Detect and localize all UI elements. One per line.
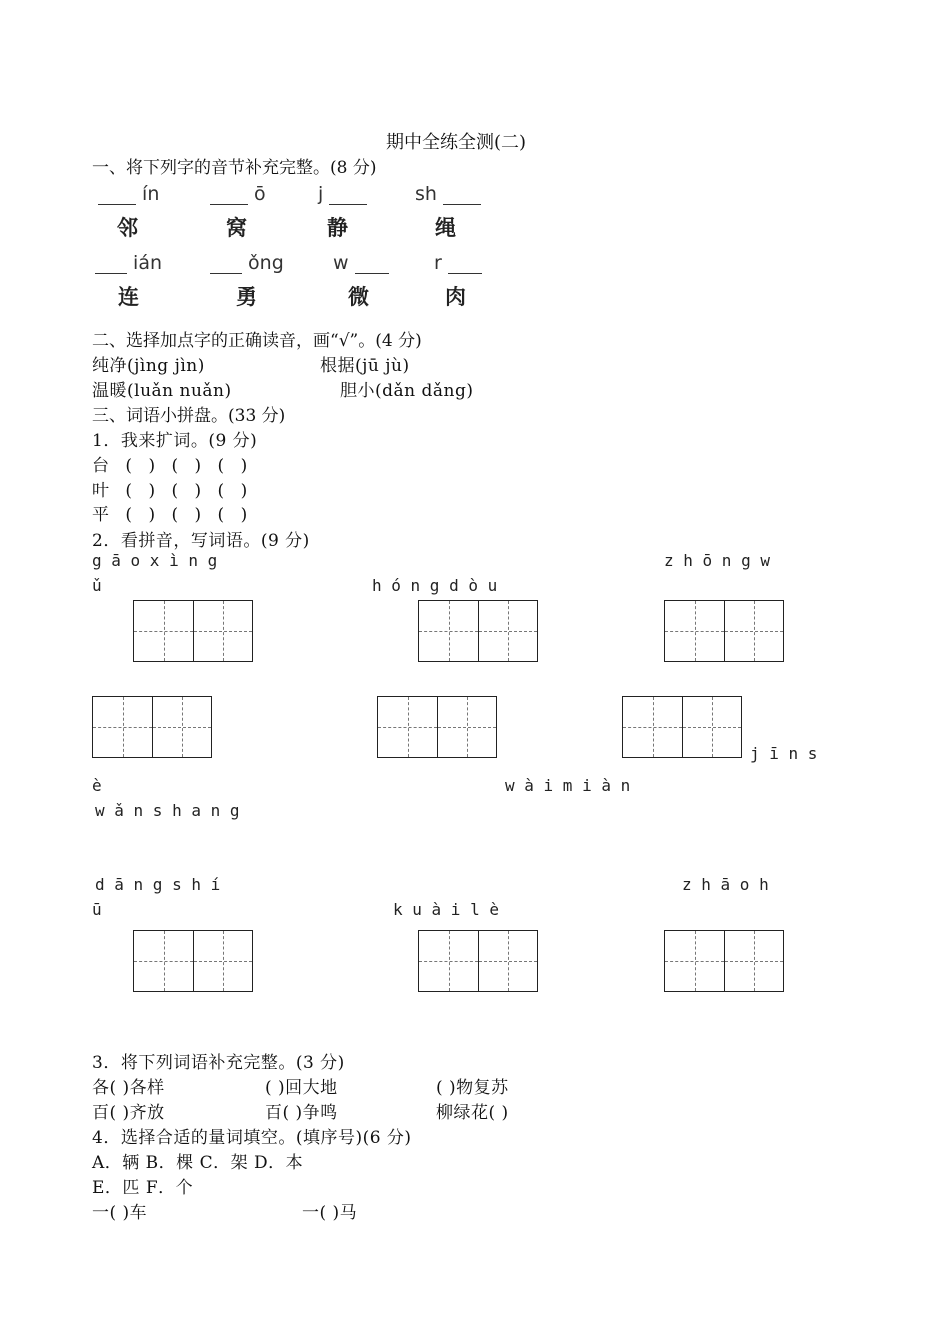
section-3-heading: 三、词语小拼盘。(33 分) [92,406,286,426]
syllable-6[interactable]: ǒng [210,252,284,274]
q2-heading: 2．看拼音，写词语。(9 分) [92,531,310,551]
pinyin-hongdou: h ó n g d ò u [372,576,498,595]
syllable-1[interactable]: ín [98,183,159,205]
char-4: 绳 [435,216,456,240]
pinyin-waimian: w à i m i à n [505,776,631,795]
q4-fill-1[interactable]: 一( )车 [92,1203,148,1223]
q3-item-5[interactable]: 百( )争鸣 [265,1103,338,1123]
pinyin-gaoxing: g ā o x ì n g [92,551,218,570]
writing-grid[interactable] [664,930,784,992]
syllable-2[interactable]: ō [210,183,266,205]
q3-item-1[interactable]: 各( )各样 [92,1078,165,1098]
writing-grid[interactable] [133,600,253,662]
pinyin-kuaile: k u à i l è [393,900,499,919]
page-title: 期中全练全测(二) [386,132,527,153]
pinyin-jinse-tail: è [92,776,102,795]
char-6: 勇 [236,285,257,309]
reading-choice-4[interactable]: 胆小(dǎn dǎng) [340,381,474,401]
q4-options-1: A．辆 B．棵 C．架 D．本 [92,1153,304,1173]
pinyin-zhaohu: z h ā o h [682,875,769,894]
pinyin-dangshi: d ā n g s h í [95,875,221,894]
writing-grid[interactable] [92,696,212,758]
syllable-3[interactable]: j [318,183,367,205]
writing-grid[interactable] [622,696,742,758]
writing-grid[interactable] [133,930,253,992]
reading-choice-1[interactable]: 纯净(jìng jìn) [92,356,205,376]
char-2: 窝 [226,216,247,240]
q1-row-3[interactable]: 平 ( ) ( ) ( ) [92,505,248,525]
q3-item-6[interactable]: 柳绿花( ) [436,1103,509,1123]
q4-fill-2[interactable]: 一( )马 [302,1203,358,1223]
q3-item-3[interactable]: ( )物复苏 [436,1078,509,1098]
q4-options-2: E．匹 F．个 [92,1178,194,1198]
syllable-8[interactable]: r [434,252,482,274]
writing-grid[interactable] [418,600,538,662]
char-7: 微 [348,285,369,309]
syllable-7[interactable]: w [333,252,389,274]
pinyin-zhongwu: z h ō n g w [664,551,770,570]
q4-heading: 4．选择合适的量词填空。(填序号)(6 分) [92,1128,412,1148]
char-3: 静 [327,216,348,240]
writing-grid[interactable] [664,600,784,662]
pinyin-jinse: j ī n s [750,744,818,763]
section-1-heading: 一、将下列字的音节补充完整。(8 分) [92,158,377,178]
reading-choice-3[interactable]: 温暖(luǎn nuǎn) [92,381,232,401]
char-5: 连 [118,285,139,309]
q1-heading: 1．我来扩词。(9 分) [92,431,258,451]
writing-grid[interactable] [377,696,497,758]
pinyin-zhongwu-tail: ǔ [92,576,102,595]
syllable-5[interactable]: ián [95,252,162,274]
q1-row-1[interactable]: 台 ( ) ( ) ( ) [92,456,248,476]
reading-choice-2[interactable]: 根据(jū jù) [320,356,410,376]
q3-heading: 3．将下列词语补充完整。(3 分) [92,1053,345,1073]
pinyin-wanshang: w ǎ n s h a n g [95,801,240,820]
char-1: 邻 [117,216,138,240]
pinyin-zhaohu-tail: ū [92,900,102,919]
syllable-4[interactable]: sh [415,183,481,205]
section-2-heading: 二、选择加点字的正确读音，画“√”。(4 分) [92,331,422,351]
q3-item-4[interactable]: 百( )齐放 [92,1103,165,1123]
writing-grid[interactable] [418,930,538,992]
char-8: 肉 [445,285,466,309]
q1-row-2[interactable]: 叶 ( ) ( ) ( ) [92,481,248,501]
q3-item-2[interactable]: ( )回大地 [265,1078,338,1098]
